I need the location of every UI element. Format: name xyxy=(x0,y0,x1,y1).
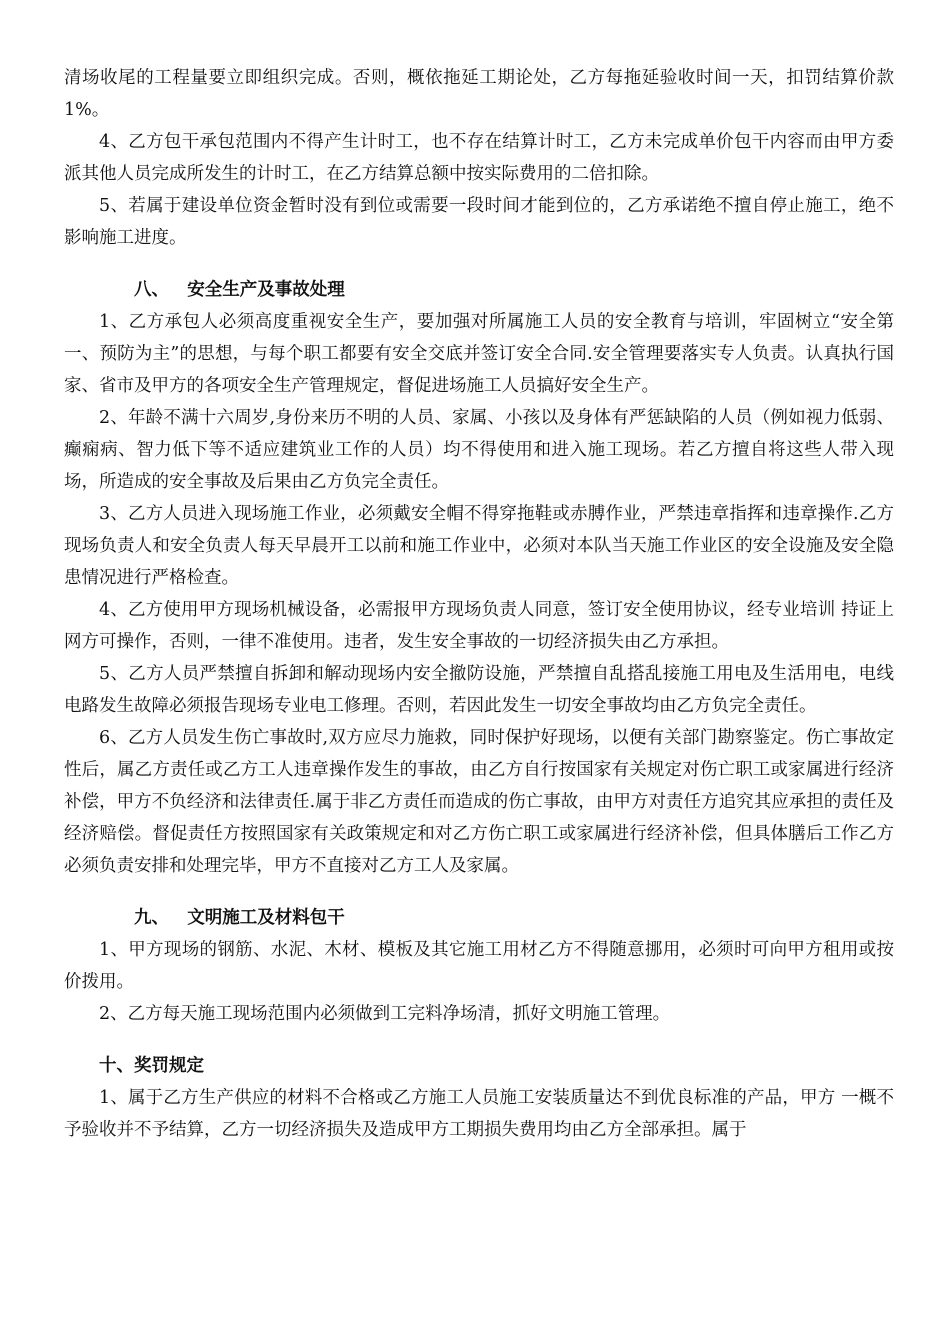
section-9-heading xyxy=(64,902,894,934)
clause-8-1: 1、乙方承包人必须高度重视安全生产，要加强对所属施工人员的安全教育与培训，牢固树立“安全第一、预防为主”的思想，与每个职工都要有安全交底并签订安全合同.安全管理要落实专人负责。认真执行国家、省市及甲方的各项安全生产管理规定，督促进场施工人员搞好安全生产。 xyxy=(64,312,894,396)
clause-8-5: 5、乙方人员严禁擅自拆卸和解动现场内安全撤防设施，严禁擅自乱搭乱接施工用电及生活用电，电线电路发生故障必须报告现场专业电工修理。否则，若因此发生一切安全事故均由乙方负完全责任。 xyxy=(64,664,894,716)
section-8-heading xyxy=(64,274,894,306)
clause-9-1: 1、甲方现场的钢筋、水泥、木材、模板及其它施工用材乙方不得随意挪用，必须时可向甲方租用或按价拨用。 xyxy=(64,940,894,992)
section-9-title: 文明施工及材料包干 xyxy=(187,908,345,928)
section-8-number: 八、 xyxy=(134,280,169,300)
clause-10-1: 1、属于乙方生产供应的材料不合格或乙方施工人员施工安装质量达不到优良标准的产品，甲方 一概不予验收并不予结算，乙方一切经济损失及造成甲方工期损失费用均由乙方全部承担。属于 xyxy=(64,1088,894,1140)
section-10-heading: 十、奖罚规定 xyxy=(99,1056,204,1076)
clause-8-2: 2、年龄不满十六周岁,身份来历不明的人员、家属、小孩以及身体有严惩缺陷的人员（例如视力低弱、癫痫病、智力低下等不适应建筑业工作的人员）均不得使用和进入施工现场。若乙方擅自将这些人带入现场，所造成的安全事故及后果由乙方负完全责任。 xyxy=(64,408,894,492)
clause-7-5: 5、若属于建设单位资金暂时没有到位或需要一段时间才能到位的，乙方承诺绝不擅自停止施工，绝不影响施工进度。 xyxy=(64,196,894,248)
document-page xyxy=(64,62,894,1146)
section-9-number: 九、 xyxy=(134,908,169,928)
section-8-title: 安全生产及事故处理 xyxy=(187,280,345,300)
clause-9-2: 2、乙方每天施工现场范围内必须做到工完料净场清，抓好文明施工管理。 xyxy=(99,1004,671,1024)
continuation-paragraph: 清场收尾的工程量要立即组织完成。否则，概依拖延工期论处，乙方每拖延验收时间一天，扣罚结算价款 1%。 xyxy=(64,68,894,120)
clause-8-6: 6、乙方人员发生伤亡事故时,双方应尽力施救，同时保护好现场，以便有关部门勘察鉴定。伤亡事故定性后，属乙方责任或乙方工人违章操作发生的事故，由乙方自行按国家有关规定对伤亡职工或家属进行经济补偿，甲方不负经济和法律责任.属于非乙方责任而造成的伤亡事故，由甲方对责任方追究其应承担的责任及经济赔偿。督促责任方按照国家有关政策规定和对乙方伤亡职工或家属进行经济补偿，但具体膳后工作乙方必须负责安排和处理完毕，甲方不直接对乙方工人及家属。 xyxy=(64,728,894,876)
clause-8-4: 4、乙方使用甲方现场机械设备，必需报甲方现场负责人同意，签订安全使用协议，经专业培训 持证上网方可操作，否则，一律不准使用。违者，发生安全事故的一切经济损失由乙方承担。 xyxy=(64,600,894,652)
clause-8-3: 3、乙方人员进入现场施工作业，必须戴安全帽不得穿拖鞋或赤膊作业，严禁违章指挥和违章操作.乙方现场负责人和安全负责人每天早晨开工以前和施工作业中，必须对本队当天施工作业区的安全设施及安全隐患情况进行严格检查。 xyxy=(64,504,894,588)
clause-7-4: 4、乙方包干承包范围内不得产生计时工，也不存在结算计时工，乙方未完成单价包干内容而由甲方委派其他人员完成所发生的计时工，在乙方结算总额中按实际费用的二倍扣除。 xyxy=(64,132,894,184)
